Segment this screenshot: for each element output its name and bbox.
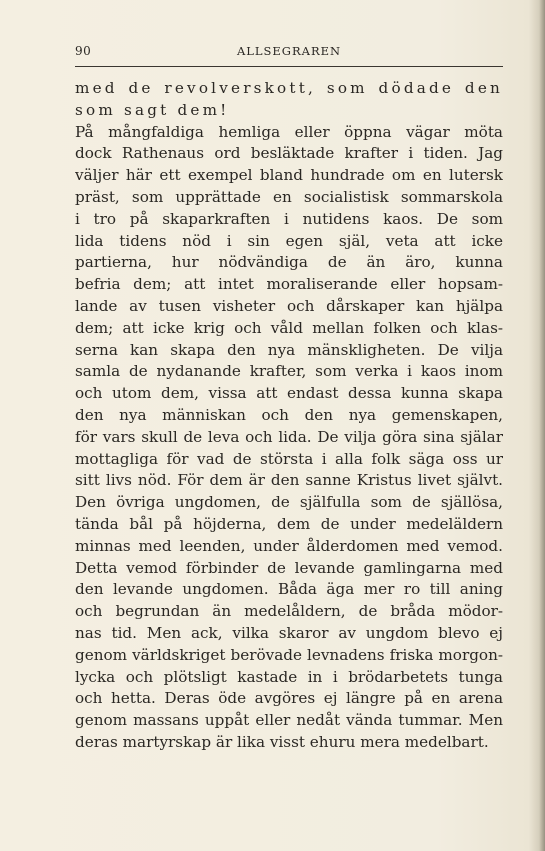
- text-line: dock Rathenaus ord besläktade krafter i tiden. Jag: [75, 144, 503, 163]
- text-line: väljer här ett exempel bland hundrade om en lutersk: [75, 166, 503, 185]
- text-line: den levande ungdomen. Båda äga mer ro till aning: [75, 580, 503, 599]
- text-line: dem; att icke krig och våld mellan folken och klas-: [75, 318, 503, 337]
- text-line: Den övriga ungdomen, de själfulla som de själlösa,: [75, 493, 503, 512]
- text-line: präst, som upprättade en socialistisk sommarskola: [75, 187, 503, 206]
- text-line: På mångfaldiga hemliga eller öppna vägar möta: [75, 122, 503, 141]
- text-line: serna kan skapa den nya mänskligheten. De vilja: [75, 340, 503, 359]
- text-line: befria dem; att intet moraliserande eller hopsam-: [75, 275, 503, 294]
- text-line: genom massans uppåt eller nedåt vända tummar. Men: [75, 711, 503, 730]
- page-header: [75, 44, 503, 64]
- text-line: med de revolverskott, som dödade den: [75, 79, 503, 97]
- text-line: som sagt dem!: [75, 100, 230, 119]
- text-line: i tro på skaparkraften i nutidens kaos. De som: [75, 209, 503, 228]
- text-line: samla de nydanande krafter, som verka i kaos inom: [75, 362, 503, 381]
- text-line: genom världskriget berövade levnadens friska morgon-: [75, 645, 503, 664]
- text-line: och hetta. Deras öde avgöres ej längre på en arena: [75, 689, 503, 708]
- text-line: nas tid. Men ack, vilka skaror av ungdom blevo ej: [75, 623, 503, 642]
- text-line: och utom dem, vissa att endast dessa kunna skapa: [75, 384, 503, 403]
- text-line: tända bål på höjderna, dem de under medeläldern: [75, 514, 503, 533]
- page-number: 90: [75, 44, 92, 58]
- text-line: minnas med leenden, under ålderdomen med vemod.: [75, 536, 503, 555]
- text-line: och begrundan än medelåldern, de bråda mödor-: [75, 602, 503, 621]
- text-line: deras martyrskap är lika visst ehuru mera medelbart.: [75, 732, 489, 751]
- text-line: partierna, hur nödvändiga de än äro, kunna: [75, 253, 503, 272]
- running-title: ALLSEGRAREN: [236, 44, 342, 58]
- header-rule: [75, 66, 503, 67]
- text-line: den nya människan och den nya gemenskapen,: [75, 405, 503, 424]
- text-line: för vars skull de leva och lida. De vilja göra sina själar: [75, 427, 503, 446]
- text-line: lycka och plötsligt kastade in i brödarbetets tunga: [75, 667, 503, 686]
- text-line: lida tidens nöd i sin egen själ, veta att icke: [75, 231, 503, 250]
- text-line: Detta vemod förbinder de levande gamlingarna med: [75, 558, 503, 577]
- page-edge-shadow: [539, 0, 545, 851]
- text-line: mottagliga för vad de största i alla folk säga oss ur: [75, 449, 503, 468]
- text-line: lande av tusen visheter och dårskaper kan hjälpa: [75, 296, 503, 315]
- body-text: [75, 78, 503, 754]
- text-line: sitt livs nöd. För dem är den sanne Kristus livet självt.: [75, 471, 503, 490]
